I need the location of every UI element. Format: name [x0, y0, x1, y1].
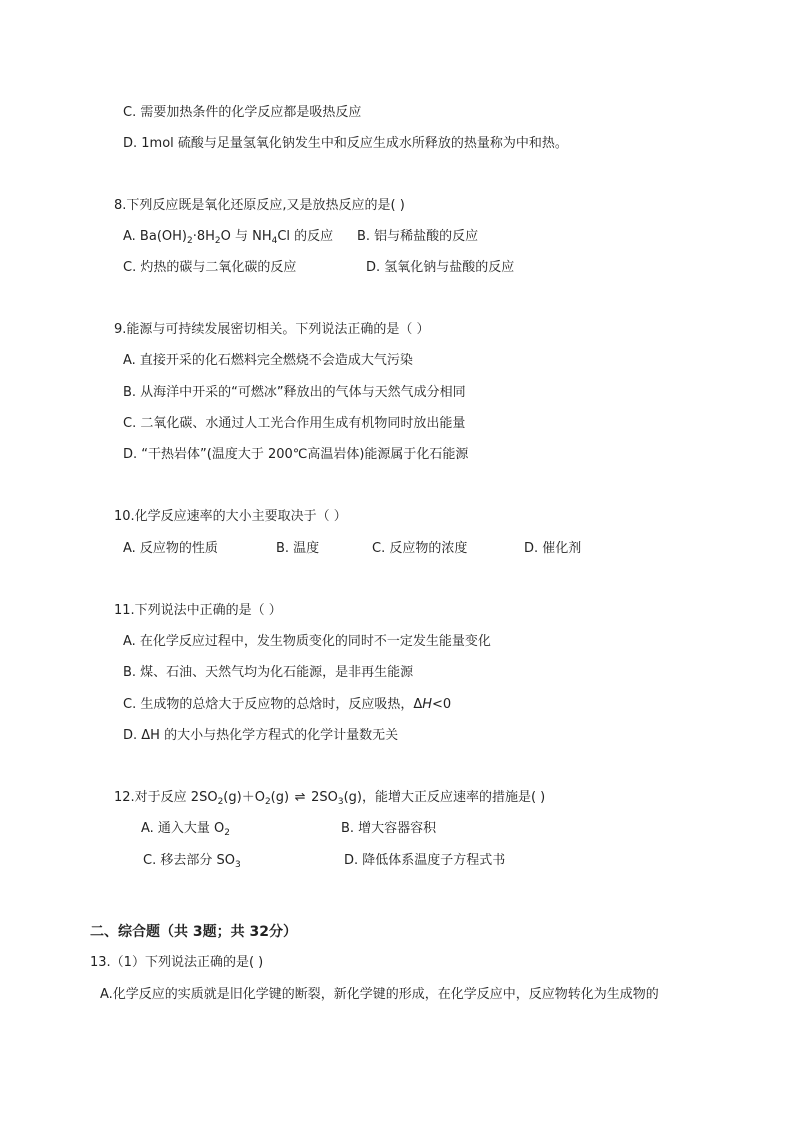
q11-option-b: B. 煤、石油、天然气均为化石能源，是非再生能源 [123, 665, 414, 680]
q12-option-d: D. 降低体系温度子方程式书 [344, 853, 506, 868]
q12-a-sub: 2 [224, 828, 231, 838]
q9-option-b: B. 从海洋中开采的“可燃冰”释放出的气体与天然气成分相同 [123, 385, 466, 400]
q8-option-d: D. 氢氧化钠与盐酸的反应 [366, 260, 515, 275]
q12-stem [114, 789, 545, 807]
q8-a-part: O 与 NH [220, 229, 272, 244]
q11-c-part: C. 生成物的总焓大于反应物的总焓时，反应吸热，Δ [123, 697, 423, 712]
q12-stem-part: (g)，能增大正反应速率的措施是( ) [343, 790, 546, 805]
q11-option-d: D. ΔH 的大小与热化学方程式的化学计量数无关 [123, 728, 399, 743]
q8-a-sub: 2 [214, 236, 221, 246]
q10-option-b: B. 温度 [276, 541, 320, 556]
q12-option-c [143, 852, 241, 870]
q8-option-b: B. 铝与稀盐酸的反应 [357, 229, 479, 244]
q8-a-sub: 4 [271, 236, 278, 246]
q12-stem-part: (g)＋O [223, 790, 265, 805]
q10-stem: 10.化学反应速率的大小主要取决于（ ） [114, 509, 347, 524]
q11-c-part: <0 [432, 697, 452, 712]
q12-sub: 2 [264, 797, 271, 807]
q12-sub: 3 [337, 797, 344, 807]
q13-stem: 13.（1）下列说法正确的是( ) [90, 955, 264, 970]
q10-option-c: C. 反应物的浓度 [372, 541, 468, 556]
q12-c-sub: 3 [234, 860, 241, 870]
q12-stem-part: 12.对于反应 2SO [114, 790, 218, 805]
q11-c-italic: H [422, 697, 433, 712]
q8-a-part: A. Ba(OH) [123, 229, 187, 244]
q9-option-a: A. 直接开采的化石燃料完全燃烧不会造成大气污染 [123, 353, 413, 368]
q8-option-a [123, 228, 333, 246]
q8-option-c: C. 灼热的碳与二氧化碳的反应 [123, 260, 297, 275]
q8-a-sub: 2 [186, 236, 193, 246]
q7-option-d: D. 1mol 硫酸与足量氢氧化钠发生中和反应生成水所释放的热量称为中和热。 [123, 136, 568, 151]
q9-stem: 9.能源与可持续发展密切相关。下列说法正确的是（ ） [114, 322, 430, 337]
q12-stem-part: (g) [270, 790, 290, 805]
q11-stem: 11.下列说法中正确的是（ ） [114, 603, 282, 618]
q12-stem-part: 2SO [311, 790, 338, 805]
q10-option-d: D. 催化剂 [524, 541, 582, 556]
q8-stem: 8.下列反应既是氧化还原反应,又是放热反应的是( ) [114, 198, 405, 213]
q8-a-part: ·8H [192, 229, 215, 244]
q12-option-a [141, 820, 230, 838]
q11-option-c [123, 696, 451, 714]
q12-c-part: C. 移去部分 SO [143, 853, 235, 868]
q9-option-d: D. “干热岩体”(温度大于 200℃高温岩体)能源属于化石能源 [123, 447, 469, 462]
q8-a-part: Cl 的反应 [277, 229, 334, 244]
q12-a-part: A. 通入大量 O [141, 821, 225, 836]
q12-option-b: B. 增大容器容积 [341, 821, 437, 836]
q10-option-a: A. 反应物的性质 [123, 541, 218, 556]
q11-option-a: A. 在化学反应过程中，发生物质变化的同时不一定发生能量变化 [123, 634, 491, 649]
section-title: 二、综合题（共 3题；共 32分） [90, 924, 297, 940]
q9-option-c: C. 二氧化碳、水通过人工光合作用生成有机物同时放出能量 [123, 416, 466, 431]
q7-option-c: C. 需要加热条件的化学反应都是吸热反应 [123, 105, 362, 120]
q12-sub: 2 [217, 797, 224, 807]
equilibrium-arrow-icon: ⇌ [294, 790, 306, 805]
q13-option-a: A.化学反应的实质就是旧化学键的断裂，新化学键的形成，在化学反应中，反应物转化为生成物的 [100, 987, 659, 1002]
